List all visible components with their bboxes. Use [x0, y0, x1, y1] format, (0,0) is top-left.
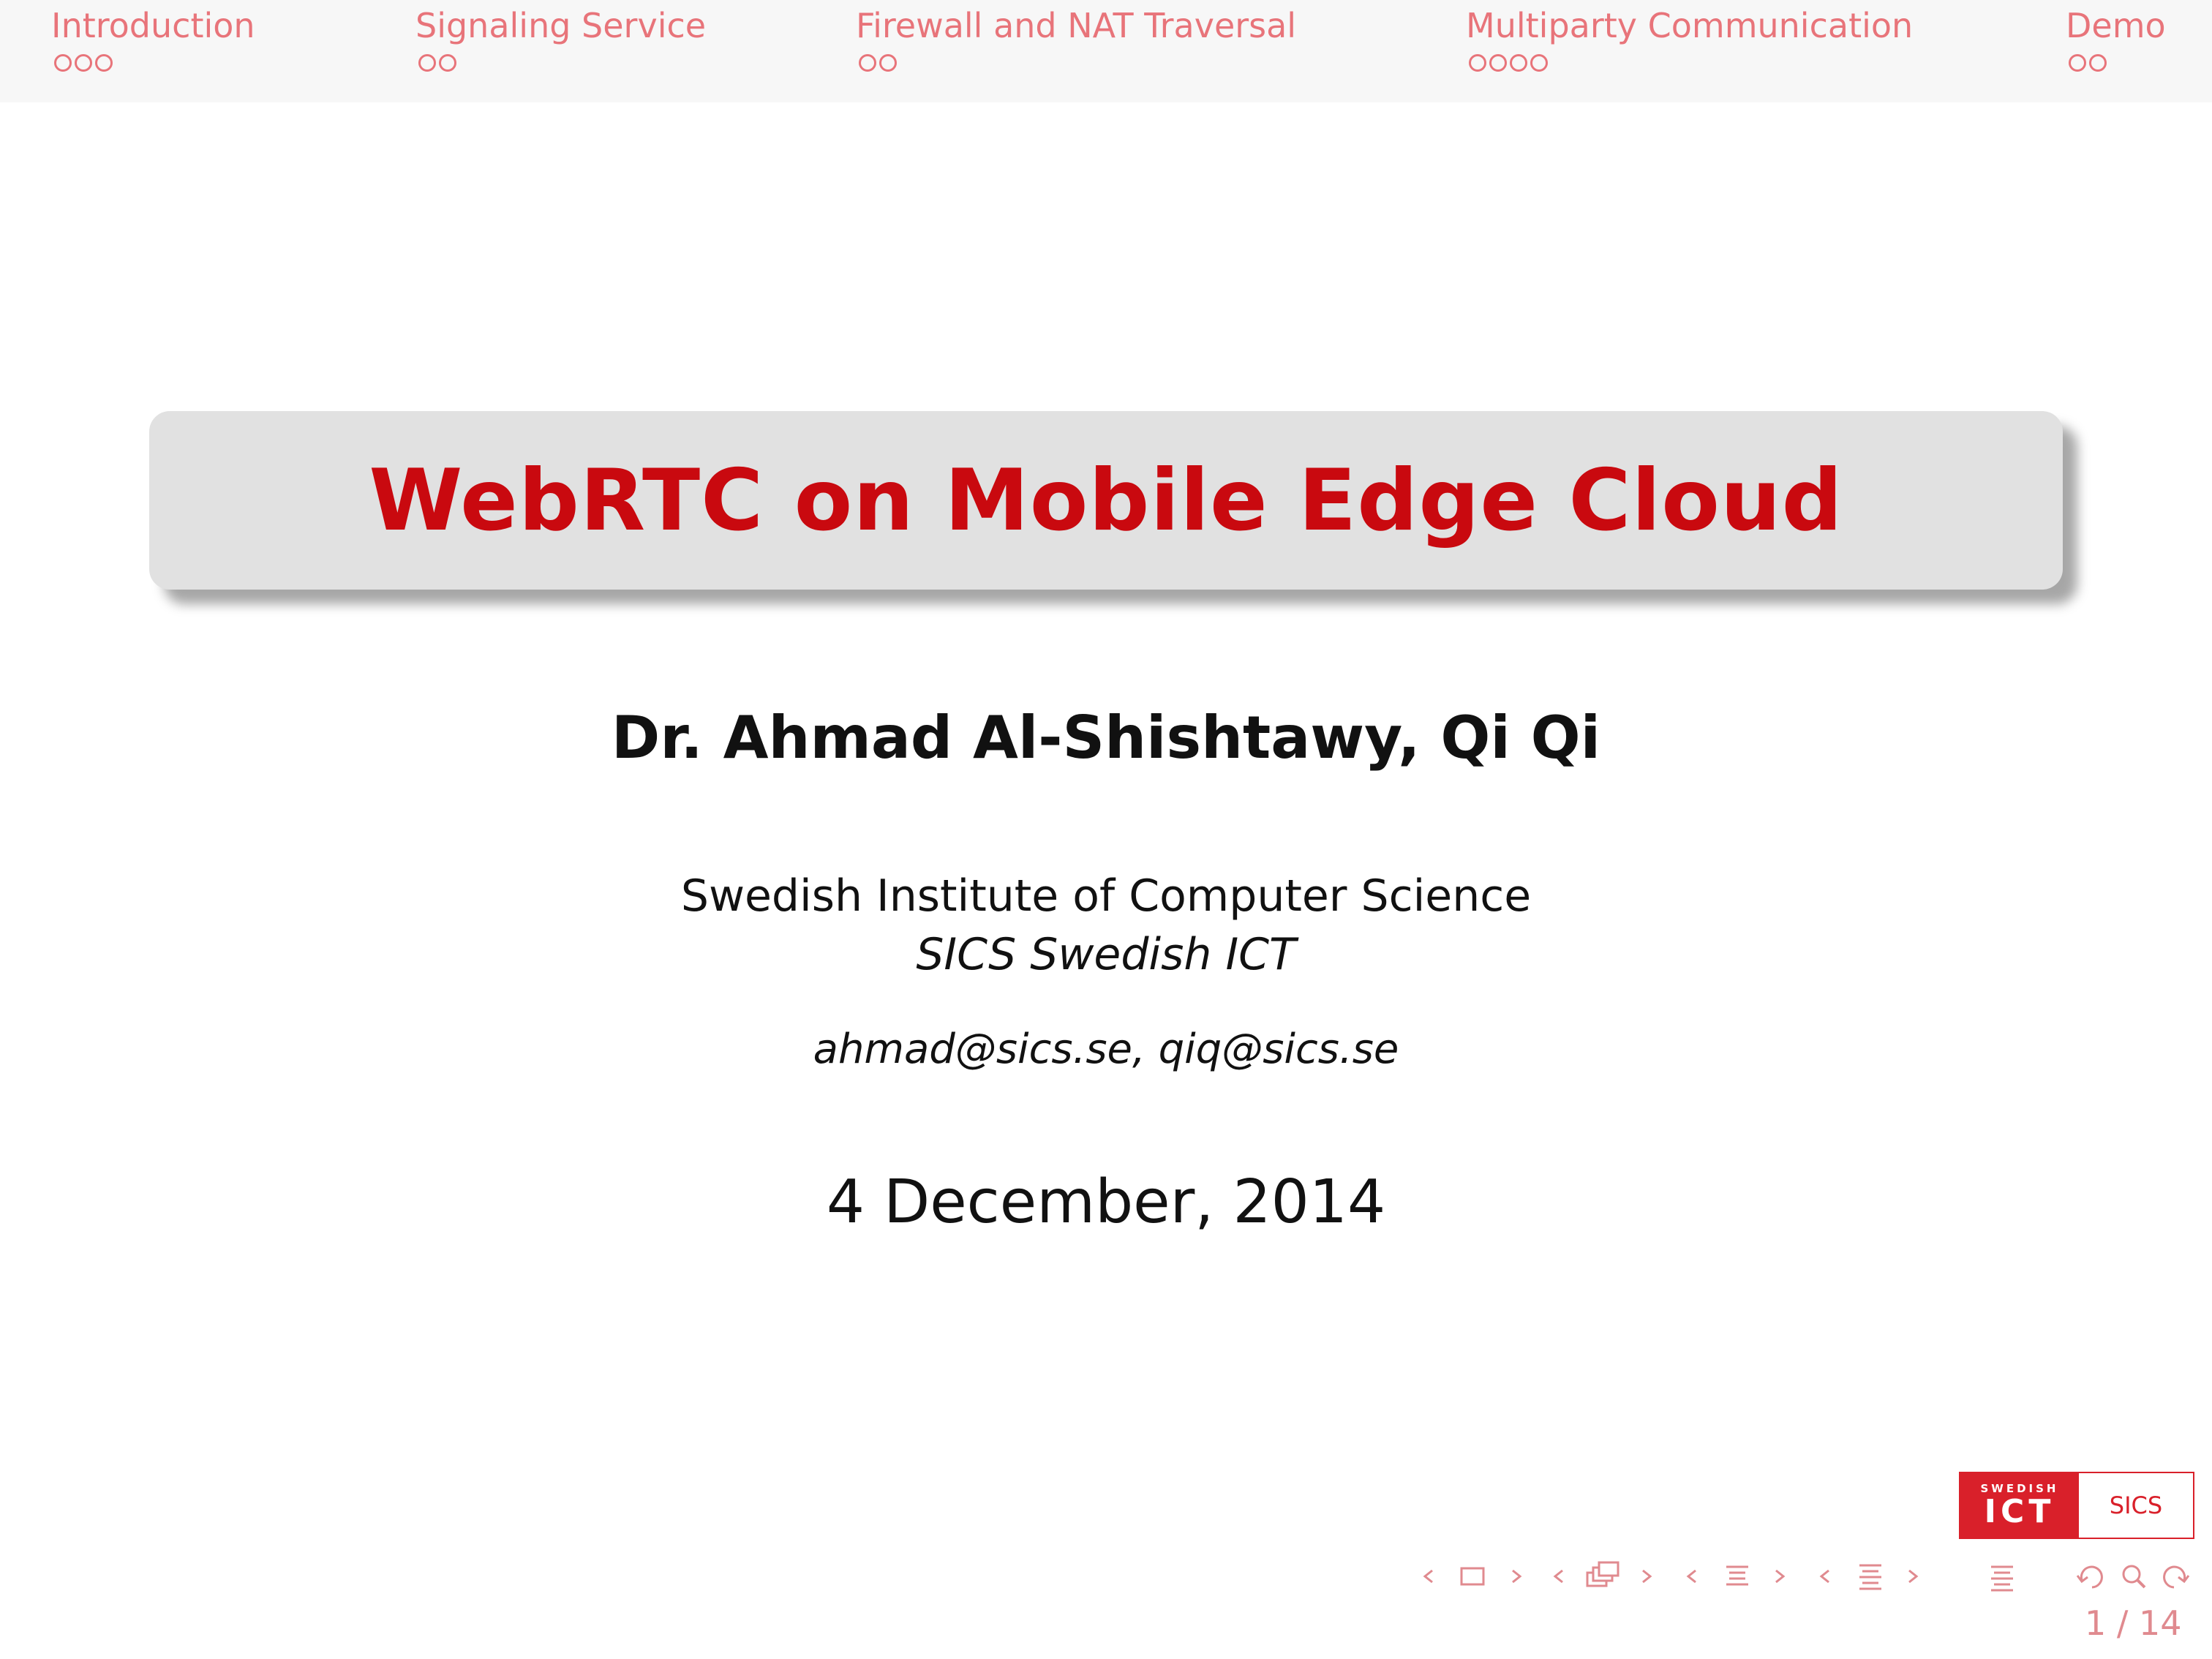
nav-slide-dots	[2066, 54, 2166, 72]
title-box	[149, 411, 2063, 590]
slide-dot[interactable]	[418, 54, 436, 72]
swedish-ict-logo	[1960, 1473, 2079, 1538]
frame-navigation[interactable]	[1419, 1558, 1529, 1595]
swedish-ict-sics-logo	[1959, 1472, 2194, 1539]
nav-section-demo[interactable]	[2066, 3, 2166, 72]
slide-dot[interactable]	[2089, 54, 2107, 72]
section-navigation[interactable]	[1682, 1558, 1792, 1595]
slide-dot[interactable]	[1510, 54, 1527, 72]
nav-section-label: Signaling Service	[415, 6, 707, 45]
slide-dot[interactable]	[1469, 54, 1486, 72]
section-navigation-bar	[0, 0, 2212, 102]
slide-dot[interactable]	[1489, 54, 1507, 72]
back-and-search-controls[interactable]	[2074, 1558, 2192, 1595]
nav-section-label: Demo	[2066, 6, 2166, 45]
presentation-title: WebRTC on Mobile Edge Cloud	[369, 451, 1843, 550]
presentation-date: 4 December, 2014	[826, 1167, 1386, 1237]
section-nav-icon	[1682, 1558, 1792, 1595]
author-emails: ahmad@sics.se, qiq@sics.se	[813, 1026, 1399, 1073]
subsection-nav-icon	[1549, 1558, 1659, 1595]
frame-nav-icon	[1419, 1558, 1529, 1595]
nav-slide-dots	[856, 54, 1296, 72]
slide-dot[interactable]	[75, 54, 92, 72]
institute-short-name: SICS Swedish ICT	[916, 929, 1296, 980]
slide-dot[interactable]	[54, 54, 72, 72]
nav-section-multiparty-communication[interactable]	[1466, 3, 1913, 72]
undo-search-redo-icon	[2074, 1558, 2192, 1595]
presentation-navigation[interactable]	[1816, 1558, 1925, 1595]
appendix-nav-icon	[1984, 1558, 2020, 1595]
nav-section-introduction[interactable]	[51, 3, 255, 72]
nav-section-signaling-service[interactable]	[415, 3, 706, 72]
nav-section-label: Introduction	[51, 6, 255, 45]
nav-slide-dots	[1466, 54, 1913, 72]
slide-dot[interactable]	[439, 54, 456, 72]
slide-dot[interactable]	[1530, 54, 1548, 72]
presentation-nav-icon	[1816, 1558, 1925, 1595]
slide-dot[interactable]	[879, 54, 897, 72]
logo-sics-text: SICS	[2109, 1491, 2163, 1519]
slide-dot[interactable]	[95, 54, 113, 72]
nav-section-firewall-nat-traversal[interactable]	[856, 3, 1296, 72]
appendix-navigation[interactable]	[1984, 1558, 2020, 1595]
logo-ict-text: ICT	[1984, 1493, 2055, 1530]
nav-slide-dots	[415, 54, 706, 72]
nav-section-label: Multiparty Communication	[1466, 6, 1914, 45]
institute-name: Swedish Institute of Computer Science	[680, 870, 1532, 922]
page-number: 1 / 14	[2085, 1603, 2182, 1643]
nav-slide-dots	[51, 54, 255, 72]
authors: Dr. Ahmad Al-Shishtawy, Qi Qi	[611, 704, 1601, 772]
slide-dot[interactable]	[2069, 54, 2086, 72]
slide-dot[interactable]	[859, 54, 876, 72]
logo-swedish-text: SWEDISH	[1980, 1482, 2059, 1495]
nav-section-label: Firewall and NAT Traversal	[856, 6, 1297, 45]
subsection-navigation[interactable]	[1549, 1558, 1659, 1595]
